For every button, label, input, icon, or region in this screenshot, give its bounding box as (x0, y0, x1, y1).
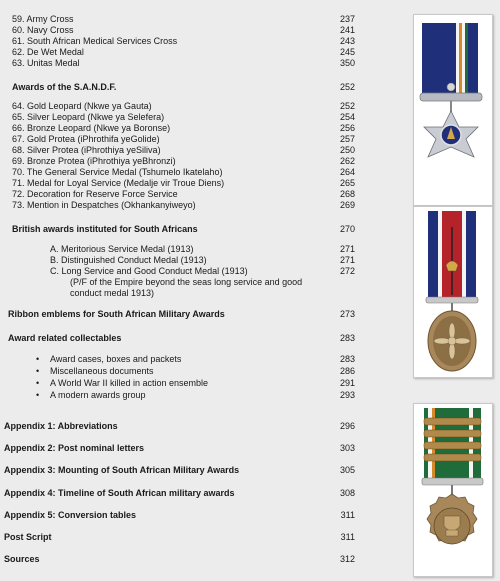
toc-entry-page: 257 (339, 134, 355, 144)
toc-entry-label: 71. Medal for Loyal Service (Medalje vir Troue Diens) (12, 178, 225, 188)
toc-entry-label: 67. Gold Protea (iPhrothifa yeGolide) (12, 134, 160, 144)
toc-entry-label: 64. Gold Leopard (Nkwe ya Gauta) (12, 101, 152, 111)
toc-entry-label: A. Meritorious Service Medal (1913) (50, 244, 194, 254)
toc-entry-label: 70. The General Service Medal (Tshumelo Ikatelaho) (12, 167, 223, 177)
section-heading-label: Ribbon emblems for South African Military Awards (8, 309, 225, 319)
toc-entry-page: 271 (339, 255, 355, 265)
appendix-page: 303 (339, 443, 355, 453)
toc-entry-label: B. Distinguished Conduct Medal (1913) (50, 255, 207, 265)
appendix-label: Appendix 5: Conversion tables (4, 510, 137, 520)
section-heading-label: Award related collectables (8, 333, 122, 343)
star-medal-image (413, 14, 493, 206)
toc-entry-page: 243 (339, 36, 355, 46)
appendix-page: 308 (339, 488, 355, 498)
appendix-label: Post Script (4, 532, 52, 542)
toc-entry-page: 269 (339, 200, 355, 210)
oval-bronze-medal-image (413, 206, 493, 378)
appendix-page: 311 (340, 510, 355, 520)
toc-entry-page: 265 (339, 178, 355, 188)
toc-entry-label: Miscellaneous documents (50, 366, 154, 376)
appendix-label: Appendix 2: Post nominal letters (4, 443, 145, 453)
toc-entry-label: C. Long Service and Good Conduct Medal (1913) (50, 266, 248, 276)
star-medal-illustration (414, 15, 492, 205)
toc-entry-page: 286 (339, 366, 355, 376)
section-heading-page: 270 (339, 224, 355, 234)
appendix-page: 311 (340, 532, 355, 542)
appendix-page: 305 (339, 465, 355, 475)
british-note-text: (P/F of the Empire beyond the seas long service and good (70, 277, 303, 287)
medal-group-illustration (414, 404, 492, 576)
toc-entry-label: 72. Decoration for Reserve Force Service (12, 189, 178, 199)
section-heading-label: British awards instituted for South Africans (12, 224, 198, 234)
section-heading-page: 283 (339, 333, 355, 343)
toc-entry-page: 237 (339, 14, 355, 24)
appendix-label: Appendix 3: Mounting of South African Military Awards (4, 465, 240, 475)
section-heading-page: 273 (339, 309, 355, 319)
toc-entry-label: Award cases, boxes and packets (50, 354, 182, 364)
toc-entry-page: 252 (339, 101, 355, 111)
toc-entry-page: 264 (339, 167, 355, 177)
toc-entry-label: A modern awards group (50, 390, 146, 400)
toc-entry-label: 59. Army Cross (12, 14, 74, 24)
oval-medal-illustration (414, 207, 492, 377)
toc-entry-label: 62. De Wet Medal (12, 47, 84, 57)
toc-entry-label: 65. Silver Leopard (Nkwe ya Selefera) (12, 112, 165, 122)
british-note-text: conduct medal 1913) (70, 288, 155, 298)
toc-entry-page: 241 (339, 25, 355, 35)
section-heading-page: 252 (339, 82, 355, 92)
appendix-page: 296 (339, 421, 355, 431)
toc-entry-page: 272 (339, 266, 355, 276)
toc-entry-page: 250 (339, 145, 355, 155)
toc-entry-label: A World War II killed in action ensemble (50, 378, 209, 388)
medal-group-image (413, 403, 493, 577)
appendix-label: Appendix 4: Timeline of South African military awards (4, 488, 235, 498)
toc-entry-page: 350 (339, 58, 355, 68)
toc-entry-page: 291 (339, 378, 355, 388)
toc-entry-label: 61. South African Medical Services Cross (12, 36, 178, 46)
appendix-label: Sources (4, 554, 40, 564)
toc-entry-page: 262 (339, 156, 355, 166)
appendix-page: 312 (339, 554, 355, 564)
toc-entry-label: 69. Bronze Protea (iPhrothiya yeBhronzi) (12, 156, 176, 166)
toc-entry-page: 283 (339, 354, 355, 364)
toc-entry-label: 68. Silver Protea (iPhrothiya yeSiliva) (12, 145, 161, 155)
toc-entry-label: 60. Navy Cross (12, 25, 74, 35)
toc-entry-page: 268 (339, 189, 355, 199)
toc-entry-page: 293 (339, 390, 355, 400)
appendix-label: Appendix 1: Abbreviations (4, 421, 118, 431)
toc-entry-page: 245 (339, 47, 355, 57)
toc-entry-page: 256 (339, 123, 355, 133)
toc-entry-page: 254 (339, 112, 355, 122)
toc-entry-page: 271 (339, 244, 355, 254)
toc-entry-label: 73. Mention in Despatches (Okhankanyiweyo) (12, 200, 196, 210)
toc-entry-label: 66. Bronze Leopard (Nkwe ya Boronse) (12, 123, 171, 133)
toc-entry-label: 63. Unitas Medal (12, 58, 80, 68)
section-heading-label: Awards of the S.A.N.D.F. (12, 82, 117, 92)
